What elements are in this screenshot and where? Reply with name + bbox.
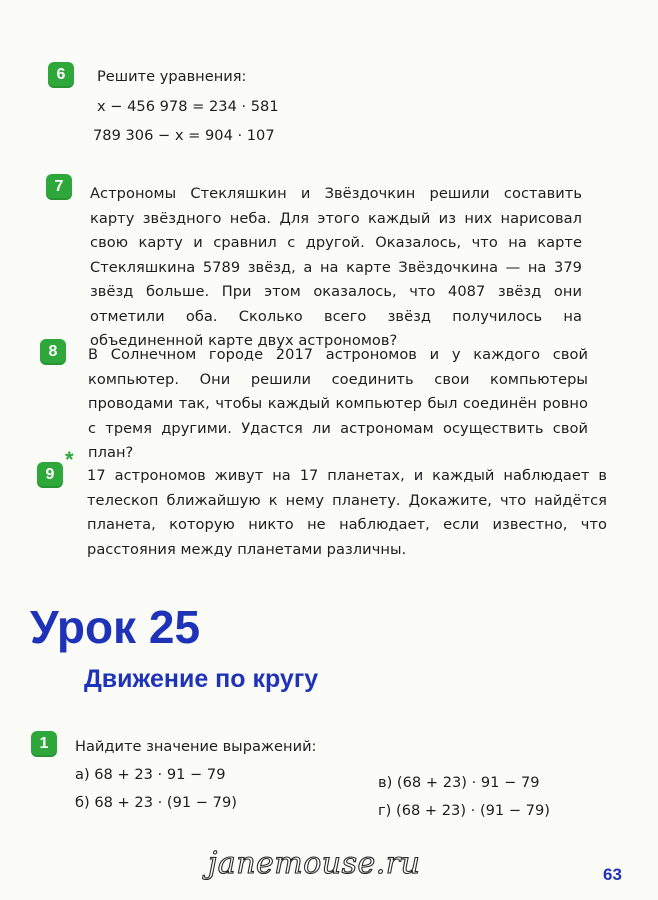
task-6-equation-1: x − 456 978 = 234 · 581 <box>97 98 279 115</box>
task-8-text: В Солнечном городе 2017 астрономов и у каждого свой компьютер. Они решили соединить свои компьютеры проводами так, чтобы каждый компьютер был соединён ровно с тремя другими. Удастся ли астрономам осуществить свой план? <box>88 346 588 461</box>
lesson-subtitle: Движение по кругу <box>84 665 319 693</box>
task-8-badge: 8 <box>40 339 66 365</box>
task-9-text: 17 астрономов живут на 17 планетах, и каждый наблюдает в телескоп ближайшую к нему планету. Докажите, что найдётся планета, которую никто не наблюдает, если известно, что расстояния между планетами различны. <box>87 467 607 558</box>
task-6-badge: 6 <box>48 62 74 88</box>
task-9-badge: 9 <box>37 462 63 488</box>
watermark: janemouse.ru <box>208 846 421 881</box>
task-6-prompt: Решите уравнения: <box>97 68 247 85</box>
task-1-item-a: а) 68 + 23 · 91 − 79 <box>75 766 226 783</box>
page-number: 63 <box>603 865 622 884</box>
task-1-prompt: Найдите значение выражений: <box>75 738 317 755</box>
task-6-equation-2: 789 306 − x = 904 · 107 <box>93 127 275 144</box>
task-1-item-g: г) (68 + 23) · (91 − 79) <box>378 802 550 819</box>
task-1-item-b: б) 68 + 23 · (91 − 79) <box>75 794 237 811</box>
task-9-star-icon: * <box>65 447 74 472</box>
task-7-text: Астрономы Стекляшкин и Звёздочкин решили составить карту звёздного неба. Для этого каждый из них нарисовал свою карту и сравнил с другой. Оказалось, что на карте Стекляшкина 5789 звёзд, а на карте Звёздочкина — на 379 звёзд больше. При этом оказалось, что 4087 звёзд они отметили оба. Сколько всего звёзд получилось на объединенной карте двух астрономов? <box>90 185 582 349</box>
task-1-badge: 1 <box>31 731 57 757</box>
task-7-badge: 7 <box>46 174 72 200</box>
lesson-title: Урок 25 <box>30 601 201 653</box>
task-1-item-v: в) (68 + 23) · 91 − 79 <box>378 774 540 791</box>
